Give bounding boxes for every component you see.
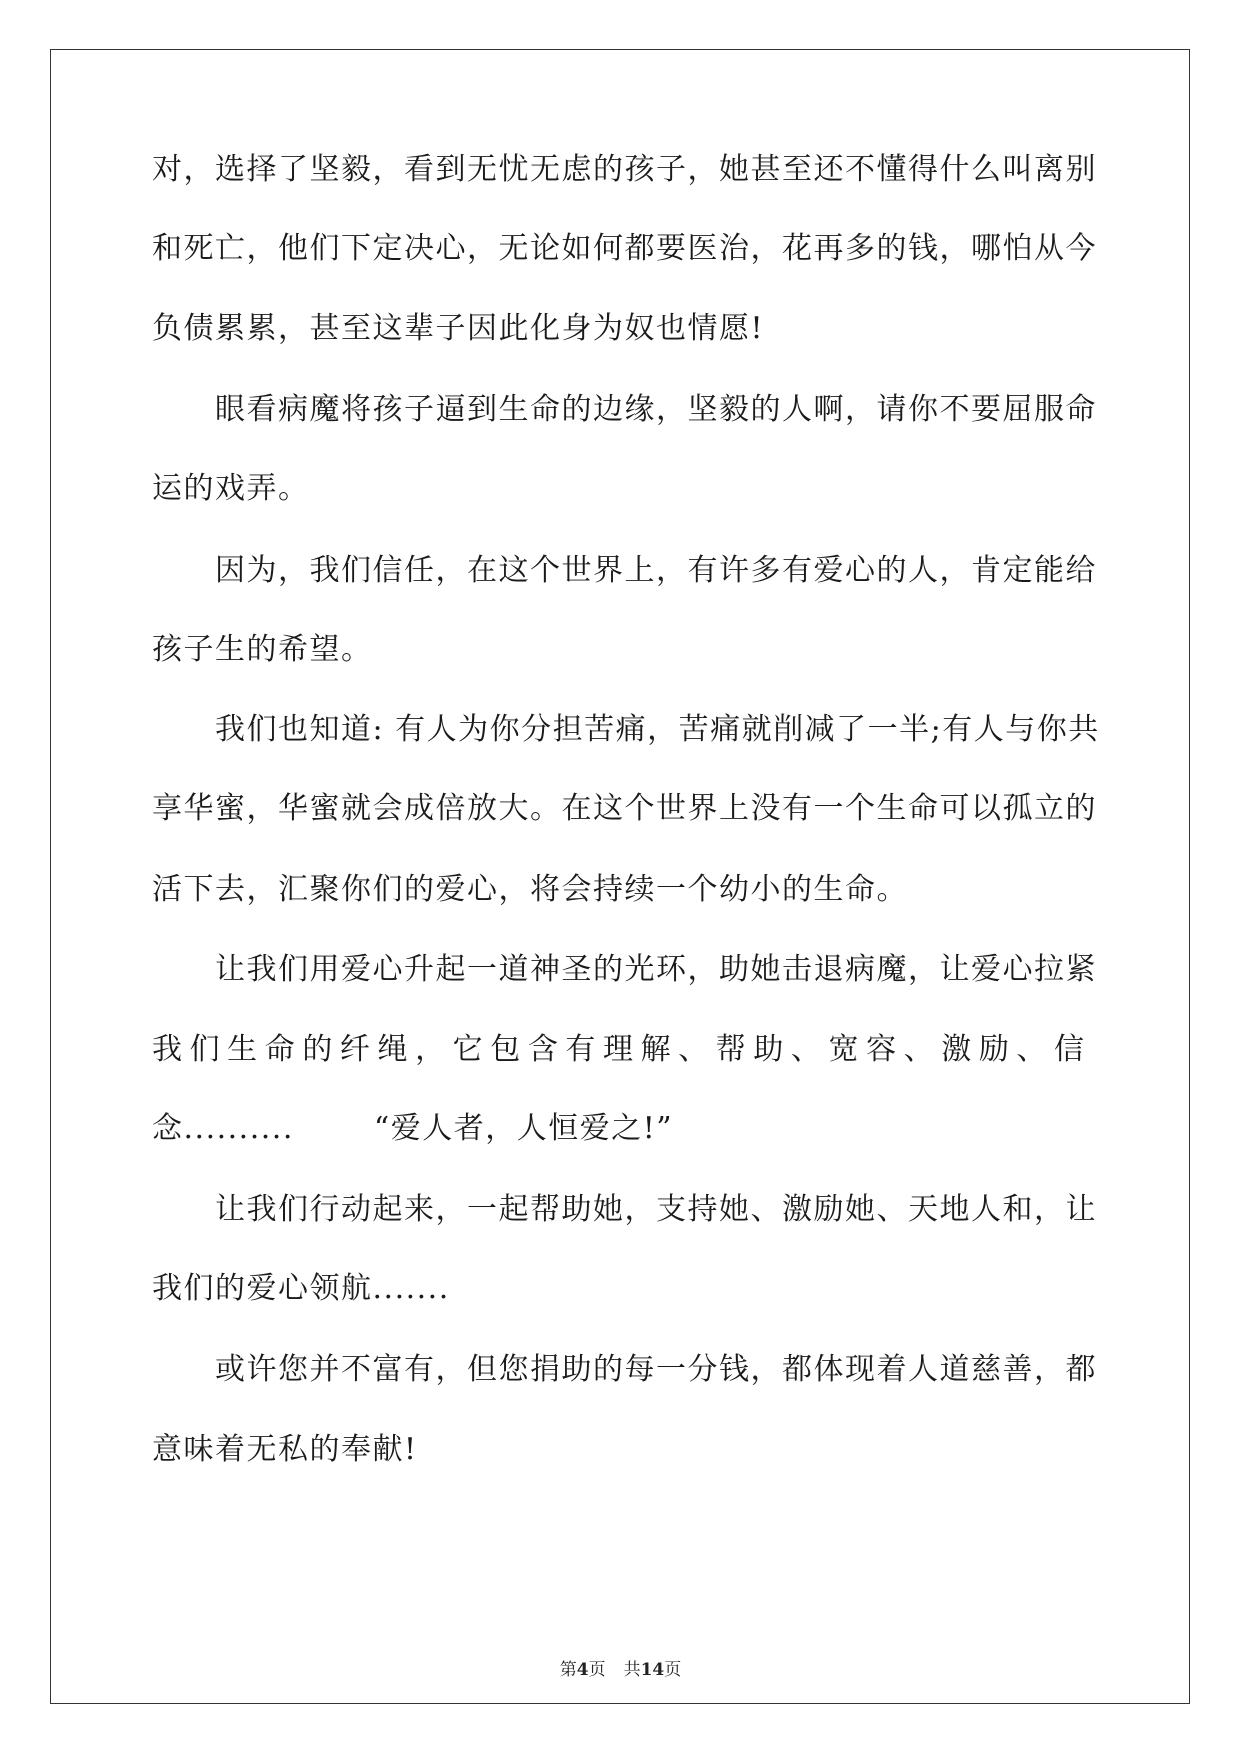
page-footer <box>0 1659 1241 1681</box>
paragraph-start: 让我们用爱心升起一道神圣的光环，助她击退病魔，让爱心拉紧 <box>215 952 1097 987</box>
total-suffix: 页 <box>664 1660 682 1680</box>
text-line: 我们生命的纤绳，它包含有理解、帮助、宽容、激励、信 <box>152 1032 1084 1067</box>
paragraph-start: 让我们行动起来，一起帮助她，支持她、激励她、天地人和，让 <box>215 1192 1097 1227</box>
text-line: 我们的爱心领航....... <box>152 1271 450 1306</box>
text-line: 和死亡，他们下定决心，无论如何都要医治，花再多的钱，哪怕从今 <box>152 231 1097 266</box>
text-line: 享华蜜，华蜜就会成倍放大。在这个世界上没有一个生命可以孤立的 <box>152 791 1097 826</box>
page-suffix: 页 <box>588 1660 606 1680</box>
paragraph-start: 我们也知道: 有人为你分担苦痛，苦痛就削减了一半;有人与你共 <box>215 712 1100 747</box>
text-line: 活下去，汇聚你们的爱心，将会持续一个幼小的生命。 <box>152 872 908 907</box>
text-line: 对，选择了坚毅，看到无忧无虑的孩子，她甚至还不懂得什么叫离别 <box>152 152 1097 187</box>
paragraph-start: 眼看病魔将孩子逼到生命的边缘，坚毅的人啊，请你不要屈服命 <box>215 392 1097 427</box>
text-line: 负债累累，甚至这辈子因此化身为奴也情愿! <box>152 311 765 346</box>
paragraph-start: 或许您并不富有，但您捐助的每一分钱，都体现着人道慈善，都 <box>215 1352 1097 1387</box>
page-number: 4 <box>576 1660 589 1680</box>
text-line <box>152 1109 1084 1149</box>
ellipsis-text: 念.......... <box>152 1111 294 1146</box>
text-line: 运的戏弄。 <box>152 471 310 506</box>
total-prefix: 共 <box>623 1660 641 1680</box>
paragraph-start: 因为，我们信任，在这个世界上，有许多有爱心的人，肯定能给 <box>215 553 1097 588</box>
text-line: 孩子生的希望。 <box>152 632 373 667</box>
page-prefix: 第 <box>559 1660 577 1680</box>
quote-text: “爱人者，人恒爱之!” <box>373 1111 674 1146</box>
total-pages: 14 <box>640 1660 665 1680</box>
text-line: 意味着无私的奉献! <box>152 1432 418 1467</box>
